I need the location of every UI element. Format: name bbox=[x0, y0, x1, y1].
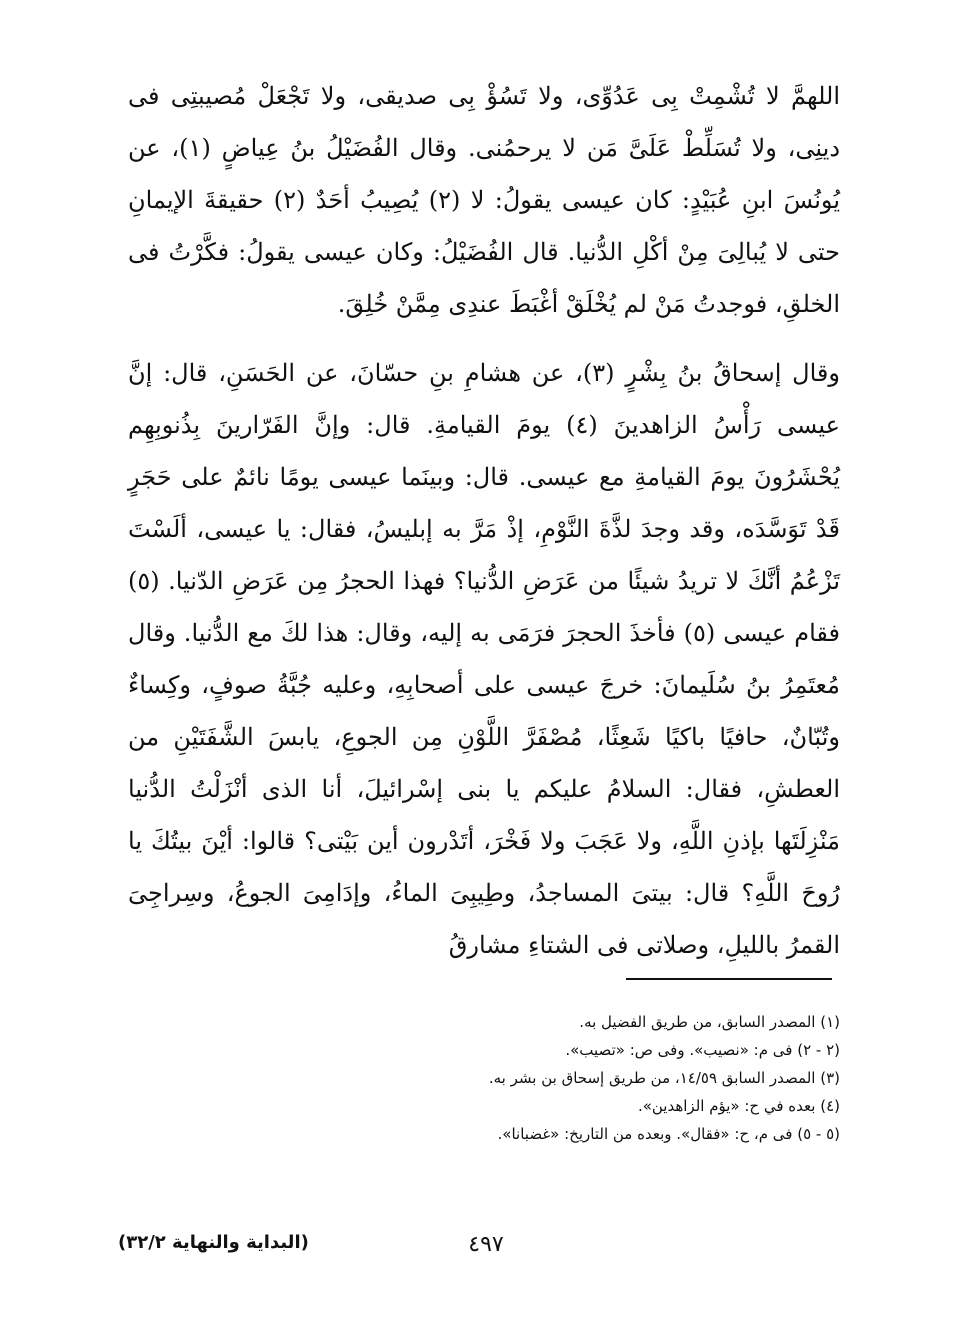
paragraph-text: اللهمَّ لا تُشْمِتْ بِى عَدُوِّى، ولا تَسُؤْ بِى صديقى، ولا تَجْعَلْ مُصيبتِى فى دينِى، ولا تُسَلِّطْ عَلَىَّ مَن لا يرحمُنى. وقال الفُضَيْلُ بنُ عِياضٍ (١)، عن يُونُسَ ابنِ عُبَيْدٍ: كان عيسى يقولُ: لا (٢) يُصِيبُ أحَدٌ (٢) حقيقةَ الإيمانِ حتى لا يُبالِىَ مِنْ أكْلِ الدُّنيا. قال الفُضَيْلُ: وكان عيسى يقولُ: فكَّرْتُ فى الخلقِ، فوجدتُ مَنْ لم يُخْلَقْ أغْبَطَ عندِى مِمَّنْ خُلِقَ. bbox=[128, 82, 841, 318]
footnotes bbox=[128, 1008, 840, 1148]
page-number: ٤٩٧ bbox=[468, 1232, 504, 1257]
footnote-4: (٤) بعده في ح: «يؤم الزاهدين». bbox=[637, 1097, 840, 1115]
footnote-separator bbox=[626, 978, 832, 980]
paragraph-text: وقال إسحاقُ بنُ بِشْرٍ (٣)، عن هشامِ بنِ حسّانَ، عن الحَسَنِ، قال: إنَّ عيسى رَأْسُ الزاهدينَ (٤) يومَ القيامةِ. قال: وإنَّ الفَرّارينَ بِذُنوبِهِم يُحْشَرُونَ يومَ القيامةِ مع عيسى. قال: وبينَما عيسى يومًا نائمٌ على حَجَرٍ قَدْ تَوَسَّدَه، وقد وجدَ لذَّةَ النَّوْمِ، إذْ مَرَّ به إبليسُ، فقال: يا عيسى، ألَسْتَ تَزْعُمُ أنَّكَ لا تريدُ شيئًا من عَرَضِ الدُّنيا؟ فهذا الحجرُ مِن عَرَضِ الدّنيا. (٥) فقام عيسى (٥) فأخذَ الحجرَ فرَمَى به إليه، وقال: هذا لكَ مع الدُّنيا. وقال مُعتَمِرُ بنُ سُلَيمانَ: خرجَ عيسى على أصحابِهِ، وعليه جُبَّةُ صوفٍ، وكِساءٌ وتُبّانٌ، حافيًا باكيًا شَعِثًا، مُصْفَرَّ اللَّوْنِ مِن الجوعِ، يابسَ الشَّفَتَيْنِ من العطشِ، فقال: السلامُ عليكم يا بنى إسْرائيلَ، أنا الذى أنْزَلْتُ الدُّنيا مَنْزِلَتَها بإذنِ اللَّهِ، ولا عَجَبَ ولا فَخْرَ، أتَدْرون أين بَيْتى؟ قالوا: أيْنَ بيتُكَ يا رُوحَ اللَّهِ؟ قال: بيتىَ المساجدُ، وطِيبِىَ الماءُ، وإدَامِىَ الجوعُ، وسِراجِىَ القمرُ بالليلِ، وصلاتى فى الشتاءِ مشارقُ bbox=[128, 359, 840, 959]
footnote-3: (٣) المصدر السابق ١٤/٥٩، من طريق إسحاق بن بشر به. bbox=[488, 1069, 840, 1087]
footnote-1: (١) المصدر السابق، من طريق الفضيل به. bbox=[579, 1013, 840, 1031]
main-text-paragraph-1 bbox=[128, 70, 840, 330]
main-text-paragraph-2 bbox=[128, 347, 840, 971]
footnote-2: (٢ - ٢) فى م: «نصيب». وفى ص: «تصيب». bbox=[565, 1041, 840, 1059]
running-footer: (البداية والنهاية ٣٢/٢) bbox=[118, 1232, 309, 1253]
footnote-5: (٥ - ٥) فى م، ح: «فقال». وبعده من التاريخ: «غضبانا». bbox=[497, 1125, 840, 1143]
